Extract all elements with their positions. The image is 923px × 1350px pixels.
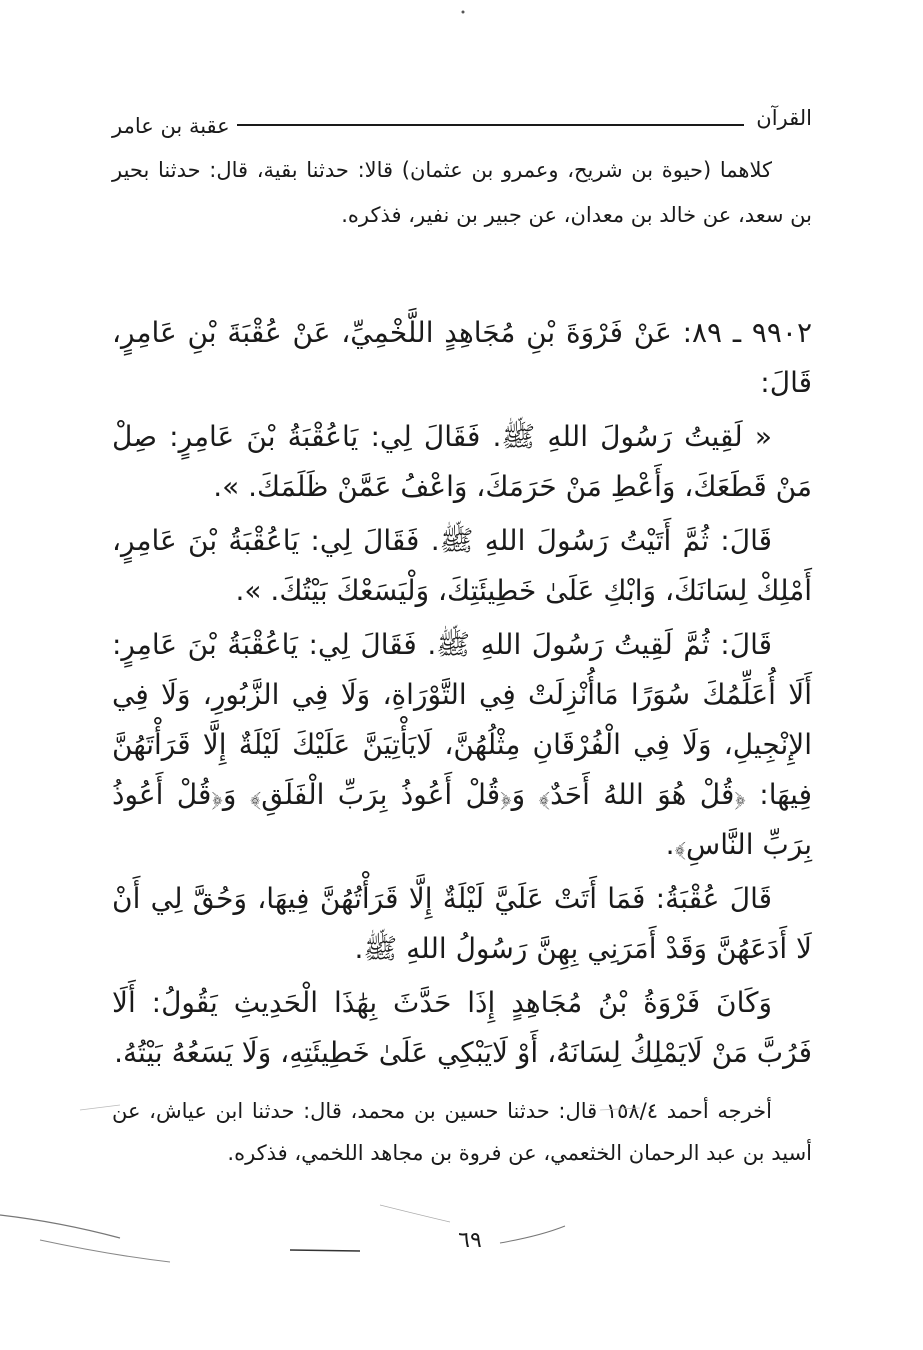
running-header (112, 100, 812, 140)
hadith-paragraph: قَالَ عُقْبَةُ: فَمَا أَتَتْ عَلَيَّ لَيْلَةٌ إِلَّا قَرَأْتُهُنَّ فِيهَا، وَحُقَّ لِي أَنْ لَا أَدَعَهُنَّ وَقَدْ أَمَرَنِي بِهِنَّ رَسُولُ اللهِ ﷺ. (112, 882, 812, 965)
header-left-title: عقبة بن عامر (112, 114, 230, 138)
scan-streak (40, 1240, 170, 1262)
footnote-bottom (112, 1090, 812, 1174)
scan-streak (290, 1250, 360, 1251)
scan-streak (380, 1205, 450, 1222)
footnote-bottom-paragraph: أخرجه أحمد ١٥٨/٤ قال: حدثنا حسين بن محمد، قال: حدثنا ابن عياش، عن أسيد بن عبد الرحمان الخثعمي، عن فروة بن مجاهد اللخمي، فذكره. (112, 1099, 812, 1165)
scan-streak (500, 1226, 565, 1243)
header-right-title: القرآن (756, 106, 812, 130)
hadith-paragraph: « لَقِيتُ رَسُولَ اللهِ ﷺ. فَقَالَ لِي: يَاعُقْبَةُ بْنَ عَامِرٍ: صِلْ مَنْ قَطَعَكَ، وَأَعْطِ مَنْ حَرَمَكَ، وَاعْفُ عَمَّنْ ظَلَمَكَ. ». (112, 420, 812, 503)
footnote-top-paragraph: كلاهما (حيوة بن شريح، وعمرو بن عثمان) قالا: حدثنا بقية، قال: حدثنا بحير بن سعد، عن خالد بن معدان، عن جبير بن نفير، فذكره. (112, 158, 812, 227)
hadith-number: ٩٩٠٢ ـ ٨٩: (682, 316, 812, 349)
hadith-text (112, 308, 812, 1082)
hadith-paragraph: وَكَانَ فَرْوَةُ بْنُ مُجَاهِدٍ إِذَا حَدَّثَ بِهَٰذَا الْحَدِيثِ يَقُولُ: أَلَا فَرُبَّ مَنْ لَايَمْلِكُ لِسَانَهُ، أَوْ لَايَبْكِي عَلَىٰ خَطِيئَتِهِ، وَلَا يَسَعُهُ بَيْتُهُ. (112, 986, 812, 1069)
scan-speck (462, 11, 465, 14)
page-number: ٦٩ (458, 1228, 482, 1253)
scan-streak (0, 1215, 120, 1238)
hadith-paragraph: قَالَ: ثُمَّ أَتَيْتُ رَسُولَ اللهِ ﷺ. فَقَالَ لِي: يَاعُقْبَةُ بْنَ عَامِرٍ، أَمْلِكْ لِسَانَكَ، وَابْكِ عَلَىٰ خَطِيئَتِكَ، وَلْيَسَعْكَ بَيْتُكَ. ». (112, 524, 812, 607)
hadith-isnad: عَنْ فَرْوَةَ بْنِ مُجَاهِدٍ اللَّخْمِيِّ، عَنْ عُقْبَةَ بْنِ عَامِرٍ، قَالَ: (112, 316, 812, 399)
footnote-top (112, 148, 812, 238)
header-rule (237, 124, 744, 126)
hadith-paragraph: قَالَ: ثُمَّ لَقِيتُ رَسُولَ اللهِ ﷺ. فَقَالَ لِي: يَاعُقْبَةُ بْنَ عَامِرٍ: أَلَا أُعَلِّمُكَ سُوَرًا مَاأُنْزِلَتْ فِي التَّوْرَاةِ، وَلَا فِي الزَّبُورِ، وَلَا فِي الإِنْجِيلِ، وَلَا فِي الْفُرْقَانِ مِثْلُهُنَّ، لَايَأْتِيَنَّ عَلَيْكَ لَيْلَةٌ إِلَّا قَرَأْتَهُنَّ فِيهَا: ﴿قُلْ هُوَ اللهُ أَحَدٌ﴾ وَ﴿قُلْ أَعُوذُ بِرَبِّ الْفَلَقِ﴾ وَ﴿قُلْ أَعُوذُ بِرَبِّ النَّاسِ﴾. (112, 628, 812, 861)
hadith-paragraph-isnad (112, 308, 812, 408)
